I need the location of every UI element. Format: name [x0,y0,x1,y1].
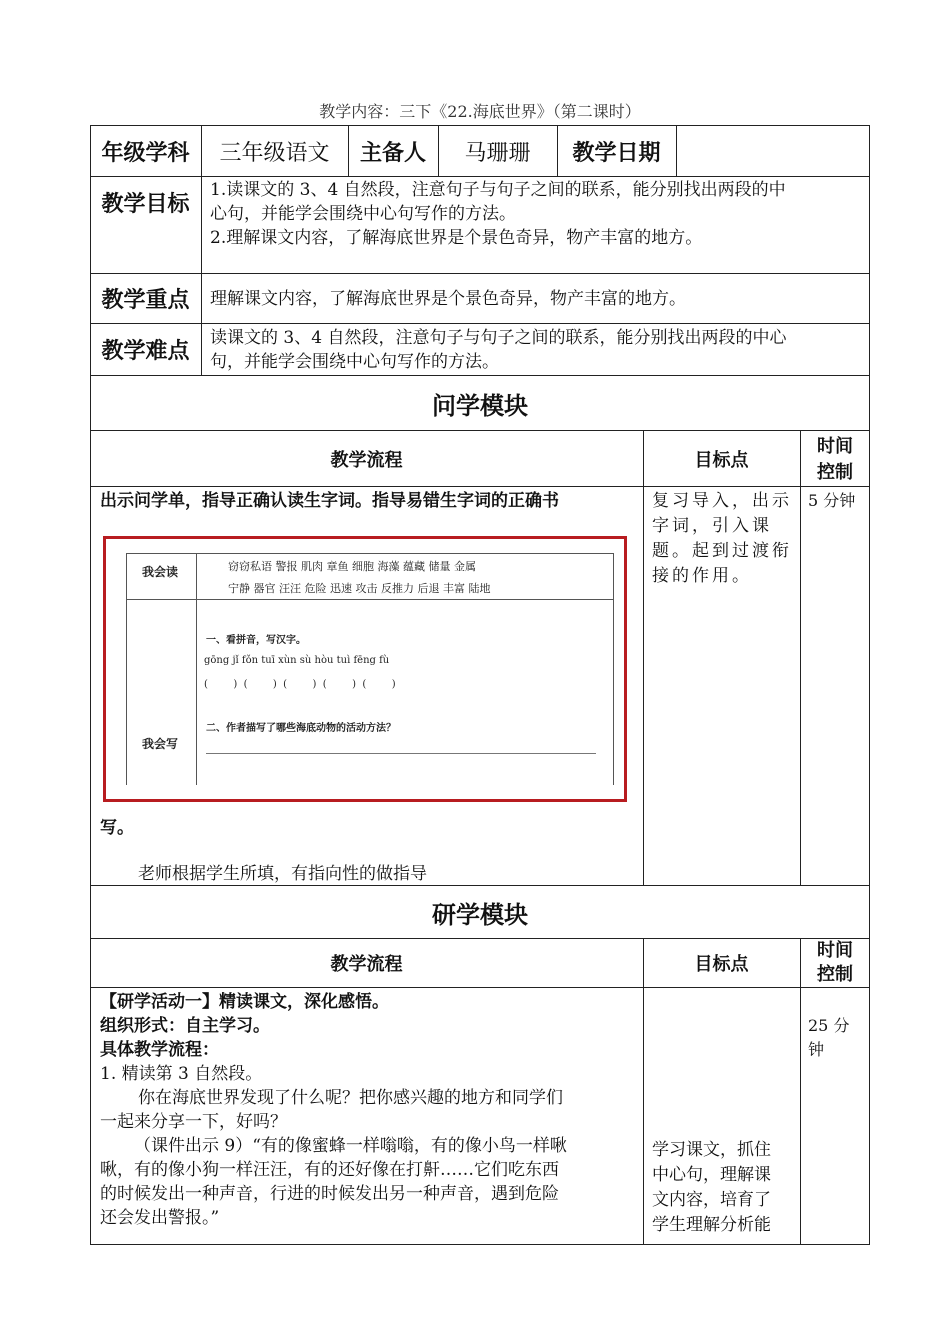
module1-time: 5 分钟 [808,491,856,510]
worksheet-image [103,536,627,802]
objectives-line: 心句，并能学会围绕中心句写作的方法。 [210,204,516,224]
worksheet-pinyin: gōng jǐ fǒn tuī xùn sù hòu tuì fēng fù [204,655,390,666]
worksheet-write-label: 我会写 [142,737,179,751]
time-line: 25 分 [808,1016,850,1035]
module2-para2: （课件出示 9）“有的像蜜蜂一样嗡嗡，有的像小鸟一样啾 [134,1136,567,1156]
worksheet-q1: 一、看拼音，写汉字。 [206,635,306,646]
doc-title: 教学内容：三下《22.海底世界》（第二课时） [319,102,641,121]
worksheet-words-line1: 窃窃私语 警报 肌肉 章鱼 细胞 海藻 蕴藏 储量 金属 [228,560,476,573]
difficulty-label: 教学难点 [101,339,190,364]
worksheet-q2: 二、作者描写了哪些海底动物的活动方法？ [206,723,396,734]
module2-col-process: 教学流程 [330,954,403,975]
module1-col-goal: 目标点 [694,449,749,471]
difficulty-line: 读课文的 3、4 自然段，注意句子与句子之间的联系，能分别找出两段的中心 [210,328,787,348]
module1-col-time [800,434,870,486]
module1-process-heading: 出示问学单，指导正确认读生字词。指导易错生字词的正确书 [100,491,559,511]
module2-col-time [800,939,870,987]
module1-process-note: 老师根据学生所填，有指向性的做指导 [138,864,427,884]
objectives-line: 2.理解课文内容，了解海底世界是个景色奇异，物产丰富的地方。 [210,228,703,248]
module2-goal [652,1138,797,1238]
goal-line: 字词，引入课 [652,516,772,536]
key-point-text: 理解课文内容，了解海底世界是个景色奇异，物产丰富的地方。 [210,288,686,309]
module2-flow: 具体教学流程： [100,1040,219,1060]
grade-label: 年级学科 [101,140,190,166]
worksheet-words-line2: 宁静 器官 汪汪 危险 迅速 攻击 反推力 后退 丰富 陆地 [228,582,491,595]
objectives-text [210,178,865,250]
module2-title: 研学模块 [432,900,528,929]
module2-para1: 你在海底世界发现了什么呢？把你感兴趣的地方和同学们 [138,1088,563,1108]
goal-line: 接的作用。 [652,566,752,586]
date-value [676,125,870,177]
time-header-line: 时间 [817,940,853,961]
module2-para1: 一起来分享一下，好吗？ [100,1112,287,1132]
difficulty-text [210,326,865,374]
time-header-line: 控制 [817,964,853,985]
goal-line: 中心句，理解课 [652,1165,771,1185]
module1-goal [652,489,797,589]
objectives-line: 1.读课文的 3、4 自然段，注意句子与句子之间的联系，能分别找出两段的中 [210,180,786,200]
grade-value: 三年级语文 [219,140,330,166]
module1-title: 问学模块 [432,391,528,420]
preparer-label: 主备人 [359,140,426,166]
key-point-label: 教学重点 [101,288,190,313]
module2-col-goal: 目标点 [694,954,749,975]
time-header-line: 控制 [817,462,853,483]
module2-step1: 1. 精读第 3 自然段。 [100,1064,263,1084]
worksheet-read-label: 我会读 [142,565,179,579]
worksheet-brackets: ( ) ( ) ( ) ( ) ( ) [204,679,396,690]
divider [201,323,202,376]
divider [201,273,202,324]
module2-time [808,1014,849,1062]
divider [201,176,202,274]
difficulty-line: 句，并能学会围绕中心句写作的方法。 [210,352,499,372]
module2-para2: 啾，有的像小狗一样汪汪，有的还好像在打鼾……它们吃东西 [100,1160,559,1180]
module2-form: 组织形式：自主学习。 [100,1016,270,1036]
goal-line: 文内容，培育了 [652,1190,771,1210]
objectives-label: 教学目标 [101,191,190,217]
goal-line: 学生理解分析能 [652,1215,771,1235]
time-line: 钟 [808,1040,825,1059]
goal-line: 题。起到过渡衔 [652,541,792,561]
module2-activity: 【研学活动一】精读课文，深化感悟。 [100,992,389,1012]
preparer-value: 马珊珊 [464,140,531,166]
module1-process-heading-end: 写。 [100,818,134,838]
goal-line: 学习课文，抓住 [652,1140,771,1160]
module2-para2: 还会发出警报。” [100,1208,220,1228]
goal-line: 复习导入，出示 [652,491,792,511]
date-label: 教学日期 [572,140,661,166]
module1-col-process: 教学流程 [330,449,403,471]
module2-para2: 的时候发出一种声音，行进的时候发出另一种声音，遇到危险 [100,1184,559,1204]
module2-process [100,990,640,1230]
time-header-line: 时间 [817,436,853,457]
